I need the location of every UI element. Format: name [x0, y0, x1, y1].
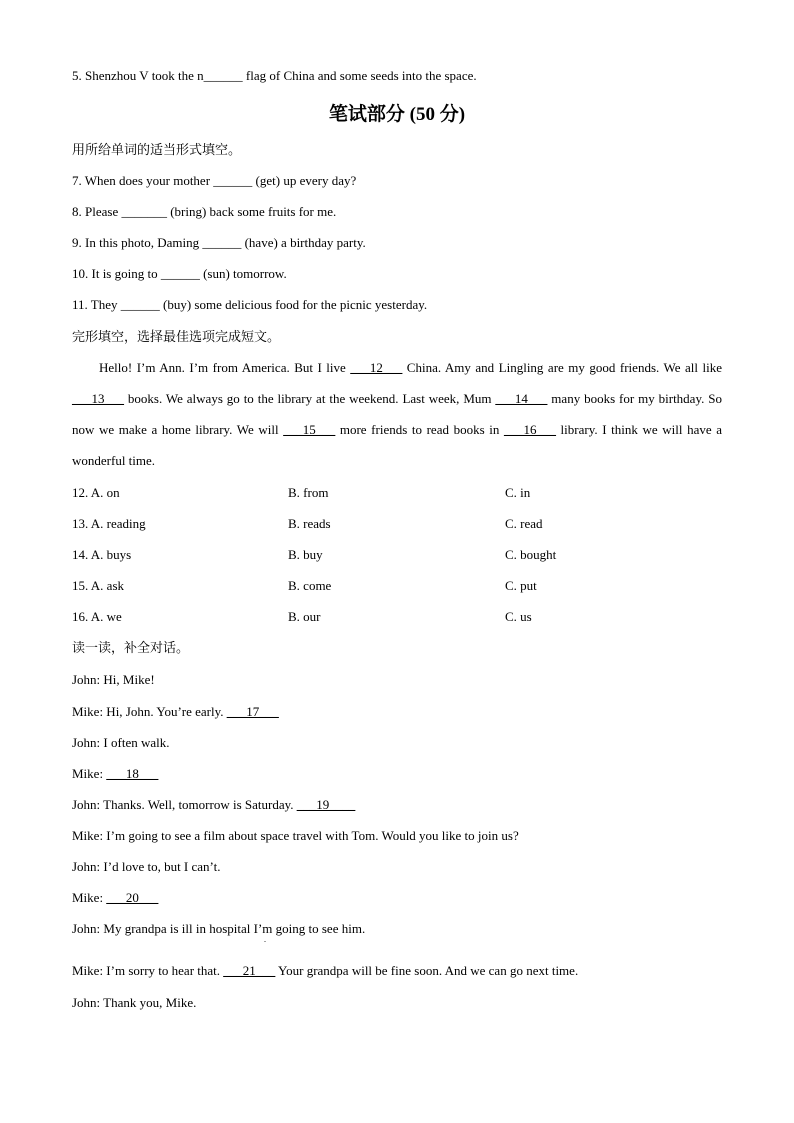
- question-11: 11. They ______ (buy) some delicious food for the picnic yesterday.: [72, 297, 428, 312]
- option-12-a: 12. A. on: [72, 485, 120, 500]
- blank-20: ___20___: [106, 890, 159, 905]
- dialogue-line-1: John: Hi, Mike!: [72, 672, 155, 687]
- blank-16: ___16___: [503, 422, 556, 437]
- option-15-c: C. put: [505, 578, 537, 593]
- blank-19: ___19____: [296, 797, 356, 812]
- dialogue-line-5: John: Thanks. Well, tomorrow is Saturday. ___19____: [72, 797, 356, 812]
- blank-18: ___18___: [106, 766, 159, 781]
- question-7: 7. When does your mother ______ (get) up every day?: [72, 173, 357, 188]
- option-15-a: 15. A. ask: [72, 578, 124, 593]
- blank-13: ___13___: [72, 391, 124, 406]
- instruction-dialogue: 读一读，补全对话。: [72, 640, 190, 655]
- dialogue-line-8: Mike: ___20___: [72, 890, 159, 905]
- question-9: 9. In this photo, Daming ______ (have) a birthday party.: [72, 235, 366, 250]
- dialogue-line-10: Mike: I’m sorry to hear that. ___21___ Your grandpa will be fine soon. And we can go next time.: [72, 963, 579, 978]
- option-12-b: B. from: [288, 485, 329, 500]
- option-14-a: 14. A. buys: [72, 547, 132, 562]
- instruction-fill-blank: 用所给单词的适当形式填空。: [72, 142, 242, 157]
- dialogue-line-11: John: Thank you, Mike.: [72, 995, 197, 1010]
- question-8: 8. Please _______ (bring) back some fruits for me.: [72, 204, 337, 219]
- stray-mark: .: [264, 935, 266, 944]
- option-13-a: 13. A. reading: [72, 516, 146, 531]
- dialogue-line-9: John: My grandpa is ill in hospital I’m going to see him.: [72, 921, 366, 936]
- option-12-c: C. in: [505, 485, 531, 500]
- option-13-b: B. reads: [288, 516, 331, 531]
- section-title: 笔试部分 (50 分): [328, 104, 466, 125]
- dialogue-line-2: Mike: Hi, John. You’re early. ___17___: [72, 704, 279, 719]
- dialogue-line-3: John: I often walk.: [72, 735, 170, 750]
- option-14-c: C. bought: [505, 547, 557, 562]
- blank-15: ___15___: [283, 422, 336, 437]
- blank-12: ___12___: [350, 360, 403, 375]
- option-16-c: C. us: [505, 609, 532, 624]
- blank-17: ___17___: [226, 704, 279, 719]
- dialogue-line-6: Mike: I’m going to see a film about space travel with Tom. Would you like to join us?: [72, 828, 519, 843]
- question-5: 5. Shenzhou V took the n______ flag of China and some seeds into the space.: [72, 68, 477, 83]
- option-13-c: C. read: [505, 516, 543, 531]
- cloze-passage: Hello! I’m Ann. I’m from America. But I live ___12___ China. Amy and Lingling are my good friends. We all like ___13___ books. We always go to the library at the weekend. Last week, Mum ___14___ many books for my birthday. So now we make a home library. We will ___15___ more friends to read books in ___16___ library. I think we will have a wonderful time.: [72, 360, 722, 468]
- option-16-b: B. our: [288, 609, 321, 624]
- question-10: 10. It is going to ______ (sun) tomorrow.: [72, 266, 287, 281]
- option-14-b: B. buy: [288, 547, 323, 562]
- dialogue-line-7: John: I’d love to, but I can’t.: [72, 859, 221, 874]
- instruction-cloze: 完形填空，选择最佳选项完成短文。: [72, 329, 281, 344]
- option-16-a: 16. A. we: [72, 609, 122, 624]
- dialogue-line-4: Mike: ___18___: [72, 766, 159, 781]
- blank-21: ___21___: [223, 963, 276, 978]
- blank-14: ___14___: [495, 391, 548, 406]
- option-15-b: B. come: [288, 578, 332, 593]
